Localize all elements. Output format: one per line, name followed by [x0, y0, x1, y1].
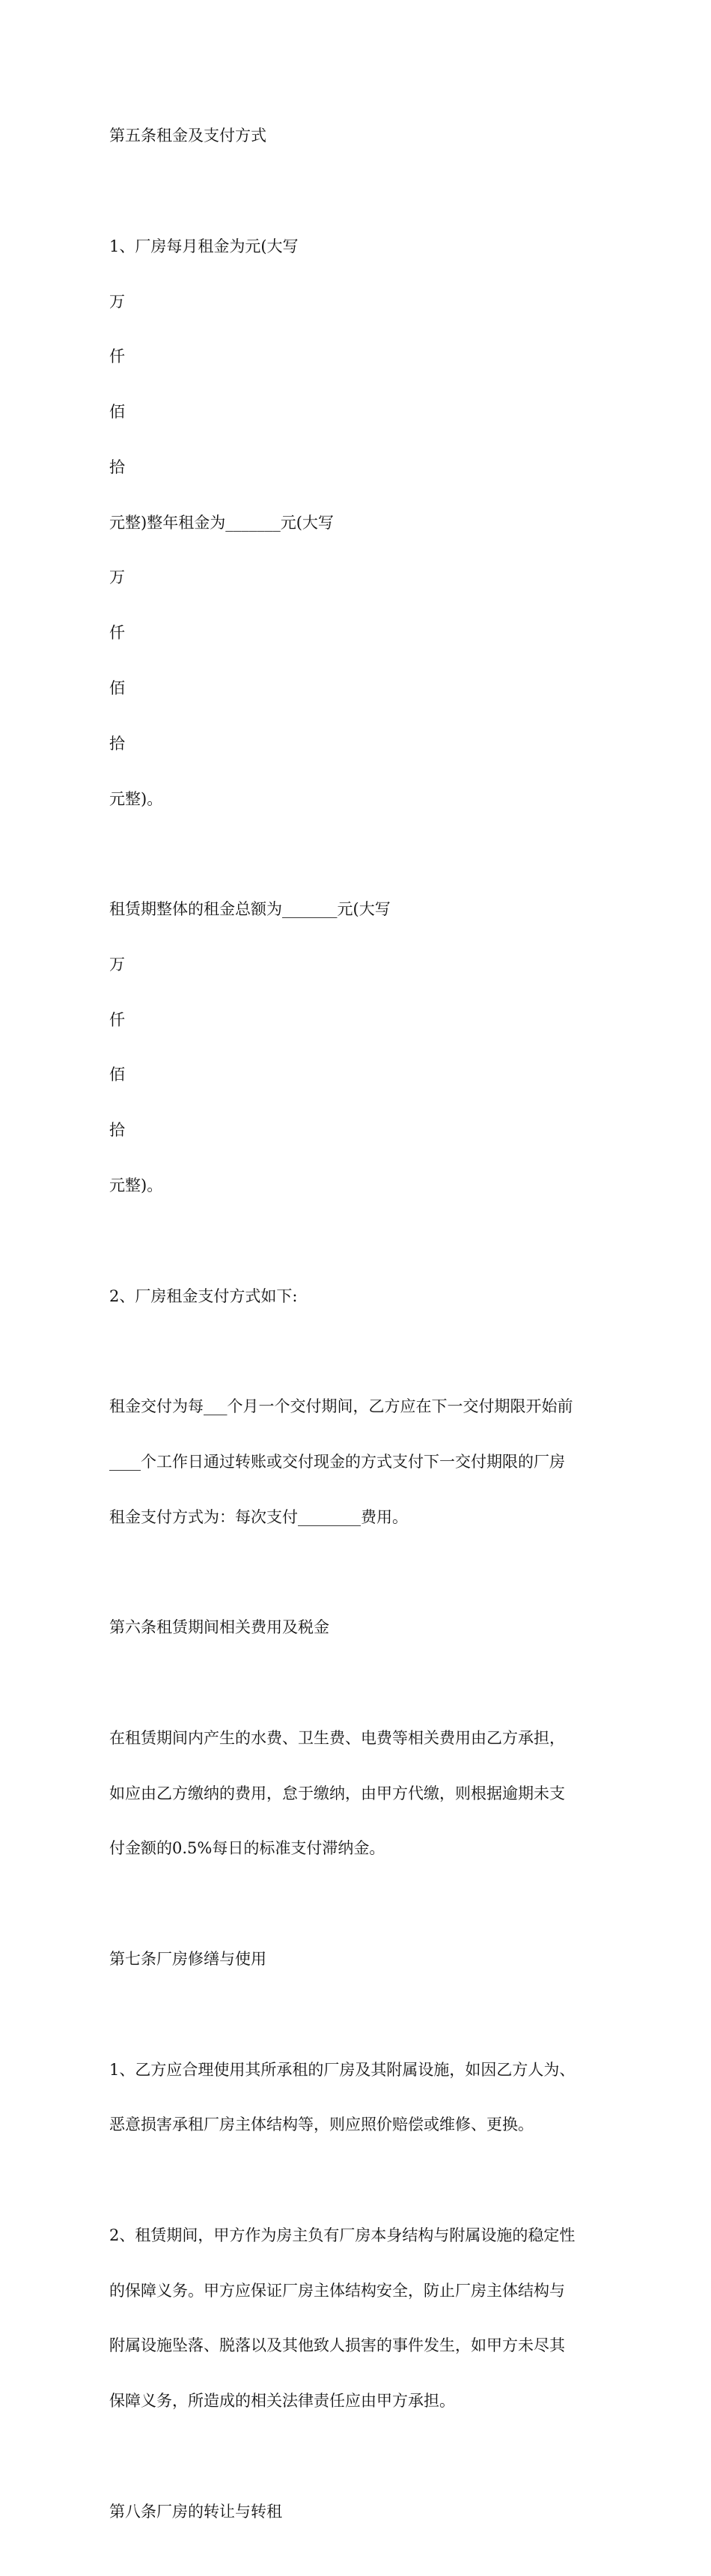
text-line: 万 [109, 568, 125, 587]
text-line: 元整)。 [109, 1176, 163, 1195]
text-line: 拾 [109, 458, 125, 476]
text-line: 仟 [109, 624, 125, 643]
text-line: 附属设施坠落、脱落以及其他致人损害的事件发生，如甲方未尽其 [109, 2336, 565, 2355]
text-line: 第八条厂房的转让与转租 [109, 2502, 282, 2521]
paragraph-fees-and-taxes [109, 1692, 618, 1895]
text-line: 保障义务，所造成的相关法律责任应由甲方承担。 [109, 2392, 455, 2411]
section-heading-article-8 [109, 2466, 618, 2558]
text-line: 如应由乙方缴纳的费用，怠于缴纳，由甲方代缴，则根据逾期未支 [109, 1784, 565, 1802]
document-body [109, 90, 618, 2576]
text-line: 拾 [109, 1121, 125, 1140]
text-line: 万 [109, 955, 125, 973]
text-line: 租金交付为每___个月一个交付期间，乙方应在下一交付期限开始前 [109, 1397, 573, 1416]
section-heading-article-5 [109, 90, 618, 182]
paragraph-total-rent [109, 863, 618, 1232]
text-line: 1、乙方应合理使用其所承租的厂房及其附属设施，如因乙方人为、 [109, 2060, 576, 2079]
text-line: 1、厂房每月租金为元(大写 [109, 237, 299, 255]
text-line: 恶意损害承租厂房主体结构等，则应照价赔偿或维修、更换。 [109, 2115, 534, 2134]
text-line: ____个工作日通过转账或交付现金的方式支付下一交付期限的厂房 [109, 1452, 565, 1471]
text-line: 第五条租金及支付方式 [109, 127, 266, 145]
paragraph-landlord-obligation [109, 2190, 618, 2447]
text-line: 第七条厂房修缮与使用 [109, 1949, 266, 1968]
text-line: 仟 [109, 1010, 125, 1029]
text-line: 佰 [109, 403, 125, 422]
text-line: 佰 [109, 1066, 125, 1084]
paragraph-payment-method-heading [109, 1250, 618, 1342]
paragraph-monthly-rent [109, 201, 618, 845]
text-line: 仟 [109, 347, 125, 366]
text-line: 2、租赁期间，甲方作为房主负有厂房本身结构与附属设施的稳定性 [109, 2226, 576, 2244]
text-line: 元整)整年租金为_______元(大写 [109, 513, 334, 532]
text-line: 万 [109, 292, 125, 311]
text-line: 元整)。 [109, 789, 163, 808]
text-line: 拾 [109, 734, 125, 753]
section-heading-article-7 [109, 1913, 618, 2005]
text-line: 租赁期整体的租金总额为_______元(大写 [109, 900, 391, 919]
section-heading-article-6 [109, 1582, 618, 1674]
paragraph-tenant-use [109, 2023, 618, 2171]
text-line: 佰 [109, 679, 125, 697]
paragraph-payment-terms [109, 1361, 618, 1564]
text-line: 付金额的0.5%每日的标准支付滞纳金。 [109, 1839, 385, 1858]
text-line: 的保障义务。甲方应保证厂房主体结构安全，防止厂房主体结构与 [109, 2281, 565, 2300]
text-line: 第六条租赁期间相关费用及税金 [109, 1618, 329, 1637]
text-line: 2、厂房租金支付方式如下: [109, 1287, 298, 1305]
text-line: 在租赁期间内产生的水费、卫生费、电费等相关费用由乙方承担， [109, 1728, 565, 1747]
text-line: 租金支付方式为：每次支付________费用。 [109, 1507, 408, 1526]
